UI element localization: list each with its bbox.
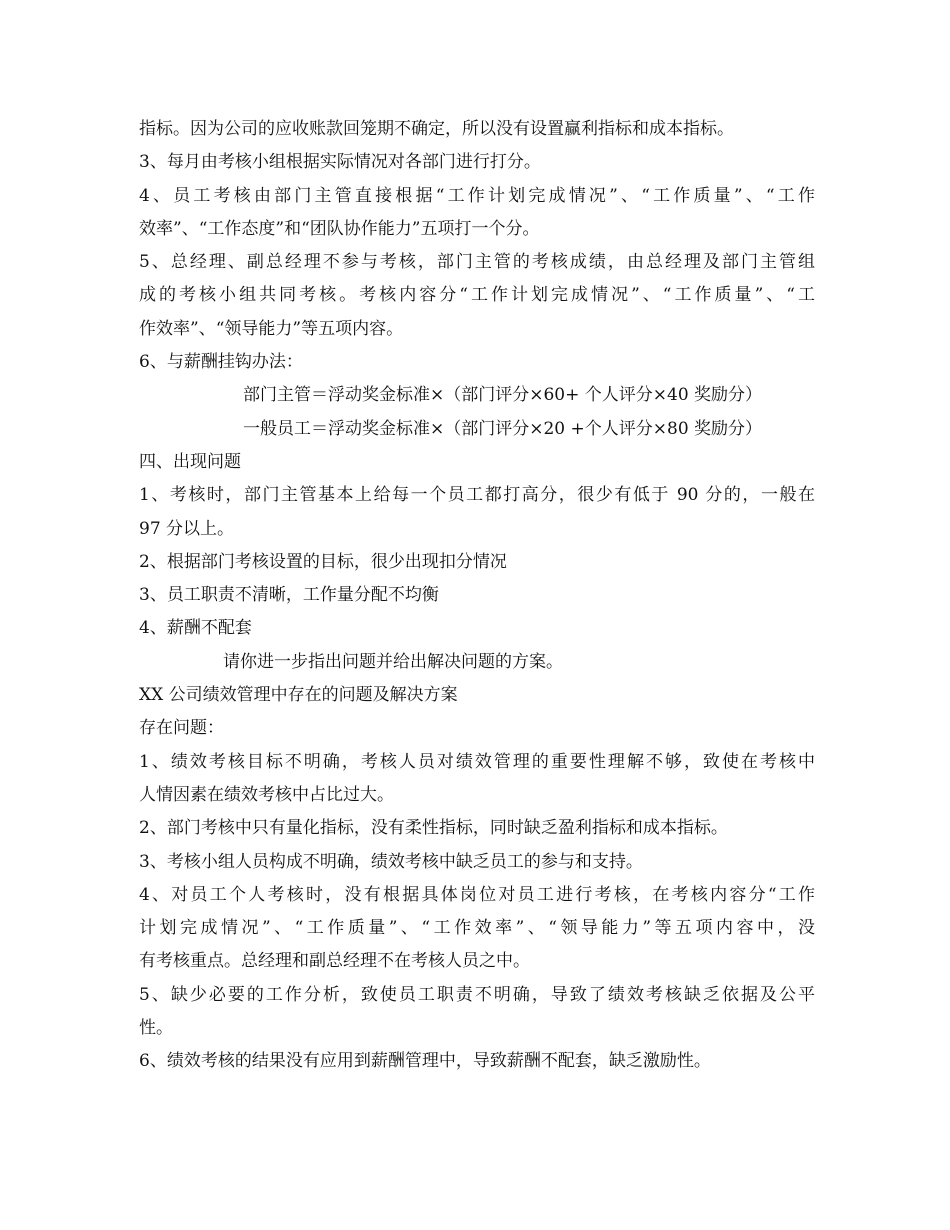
paragraph-line: 6、绩效考核的结果没有应用到薪酬管理中，导致薪酬不配套，缺乏激励性。: [139, 1051, 711, 1072]
paragraph-line: 4、员工考核由部门主管直接根据“工作计划完成情况”、“工作质量”、“工作: [139, 185, 815, 206]
paragraph-line: 5、缺少必要的工作分析，致使员工职责不明确，导致了绩效考核缺乏依据及公平: [139, 984, 815, 1005]
paragraph-line: 性。: [139, 1018, 173, 1039]
paragraph-line: 效率”、“工作态度”和“团队协作能力”五项打一个分。: [139, 218, 540, 239]
paragraph-line: 2、部门考核中只有量化指标，没有柔性指标，同时缺乏盈利指标和成本指标。: [139, 818, 728, 839]
paragraph-line: 1、考核时，部门主管基本上给每一个员工都打高分，很少有低于 90 分的，一般在: [139, 485, 815, 506]
paragraph-line: 6、与薪酬挂钩办法：: [139, 352, 303, 373]
paragraph-line: 2、根据部门考核设置的目标，很少出现扣分情况: [139, 551, 507, 572]
paragraph-line: 1、绩效考核目标不明确，考核人员对绩效管理的重要性理解不够，致使在考核中: [139, 751, 815, 772]
formula-line: 一般员工＝浮动奖金标准×（部门评分×20 +个人评分×80 奖励分）: [243, 418, 763, 439]
section-subheading: 存在问题：: [139, 718, 224, 739]
paragraph-line: 5、总经理、副总经理不参与考核，部门主管的考核成绩，由总经理及部门主管组: [139, 252, 815, 273]
section-heading: 四、出现问题: [139, 451, 241, 472]
formula-line: 部门主管＝浮动奖金标准×（部门评分×60+ 个人评分×40 奖励分）: [243, 385, 763, 406]
paragraph-line: 人情因素在绩效考核中占比过大。: [139, 784, 394, 805]
question-prompt: 请你进一步指出问题并给出解决问题的方案。: [223, 651, 563, 672]
paragraph-line: 指标。因为公司的应收账款回笼期不确定，所以没有设置赢利指标和成本指标。: [139, 119, 734, 139]
paragraph-line: 3、每月由考核小组根据实际情况对各部门进行打分。: [139, 152, 541, 173]
paragraph-line: 3、员工职责不清晰，工作量分配不均衡: [139, 585, 439, 606]
paragraph-line: 作效率”、“领导能力”等五项内容。: [139, 318, 404, 339]
paragraph-line: 97 分以上。: [139, 518, 235, 539]
paragraph-line: 计划完成情况”、“工作质量”、“工作效率”、“领导能力”等五项内容中，没: [139, 918, 815, 939]
paragraph-line: 成的考核小组共同考核。考核内容分“工作计划完成情况”、“工作质量”、“工: [139, 285, 815, 306]
paragraph-line: 3、考核小组人员构成不明确，绩效考核中缺乏员工的参与和支持。: [139, 851, 643, 872]
paragraph-line: 有考核重点。总经理和副总经理不在考核人员之中。: [139, 951, 530, 972]
paragraph-line: 4、薪酬不配套: [139, 618, 252, 639]
document-body: [139, 113, 815, 1079]
section-heading: XX 公司绩效管理中存在的问题及解决方案: [139, 685, 458, 706]
paragraph-line: 4、对员工个人考核时，没有根据具体岗位对员工进行考核，在考核内容分“工作: [139, 884, 815, 905]
